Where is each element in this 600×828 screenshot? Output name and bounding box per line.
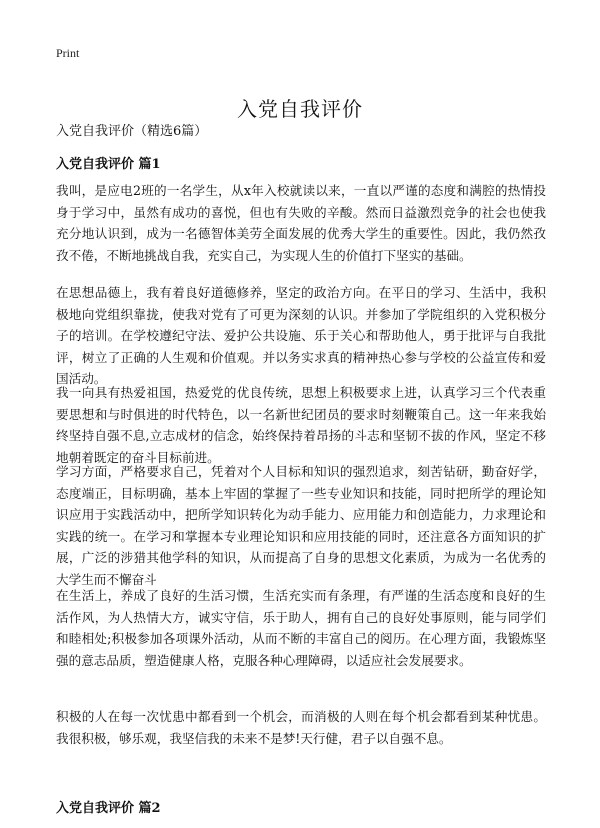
paragraph-5: 在生活上，养成了良好的生活习惯，生活充实而有条理，有严谨的生活态度和良好的生活作风，为人热情大方，诚实守信，乐于助人，拥有自己的良好处事原则，能与同学们和睦相处;积极参加各项课外活动，从而不断的丰富自己的阅历。在心理方面，我锻炼坚强的意志品质，塑造健康人格，克服各种心理障碍，以适应社会发展要求。	[56, 588, 546, 668]
paragraph-6: 积极的人在每一次忧患中都看到一个机会，而消极的人则在每个机会都看到某种忧患。我很积极，够乐观，我坚信我的未来不是梦!天行健，君子以自强不息。	[56, 709, 546, 746]
print-link[interactable]: Print	[56, 46, 80, 60]
paragraph-1: 我叫，是应电2班的一名学生，从x年入校就读以来，一直以严谨的态度和满腔的热情投身于学习中，虽然有成功的喜悦，但也有失败的辛酸。然而日益激烈竞争的社会也使我充分地认识到，成为一名德智体美劳全面发展的优秀大学生的重要性。因此，我仍然孜孜不倦，不断地挑战自我，充实自己，为实现人生的价值打下坚实的基础。	[56, 183, 546, 263]
paragraph-2: 在思想品德上，我有着良好道德修养，坚定的政治方向。在平日的学习、生活中，我积极地向党组织靠拢，使我对党有了可更为深刻的认识。并参加了学院组织的入党积极分子的培训。在学校遵纪守法、爱护公共设施、乐于关心和帮助他人，勇于批评与自我批评，树立了正确的人生观和价值观。并以务实求真的精神热心参与学校的公益宣传和爱国活动。	[56, 285, 546, 386]
section-heading-2: 入党自我评价 篇2	[56, 801, 161, 816]
section-heading-1: 入党自我评价 篇1	[56, 157, 161, 172]
page-title: 入党自我评价	[237, 97, 363, 122]
paragraph-4: 学习方面，严格要求自己，凭着对个人目标和知识的强烈追求，刻苦钻研，勤奋好学，态度端正，目标明确，基本上牢固的掌握了一些专业知识和技能，同时把所学的理论知识应用于实践活动中，把所学知识转化为动手能力、应用能力和创造能力，力求理论和实践的统一。在学习和掌握本专业理论知识和应用技能的同时，还注意各方面知识的扩展，广泛的涉猎其他学科的知识，从而提高了自身的思想文化素质，为成为一名优秀的大学生而不懈奋斗	[56, 464, 546, 587]
paragraph-3: 我一向具有热爱祖国，热爱党的优良传统，思想上积极要求上进，认真学习三个代表重要思想和与时俱进的时代特色，以一名新世纪团员的要求时刻鞭策自己。这一年来我始终坚持自强不息,立志成材的信念，始终保持着昂扬的斗志和坚韧不拔的作风，坚定不移地朝着既定的奋斗目标前进。	[56, 385, 546, 465]
document-subtitle: 入党自我评价（精选6篇）	[56, 124, 208, 139]
